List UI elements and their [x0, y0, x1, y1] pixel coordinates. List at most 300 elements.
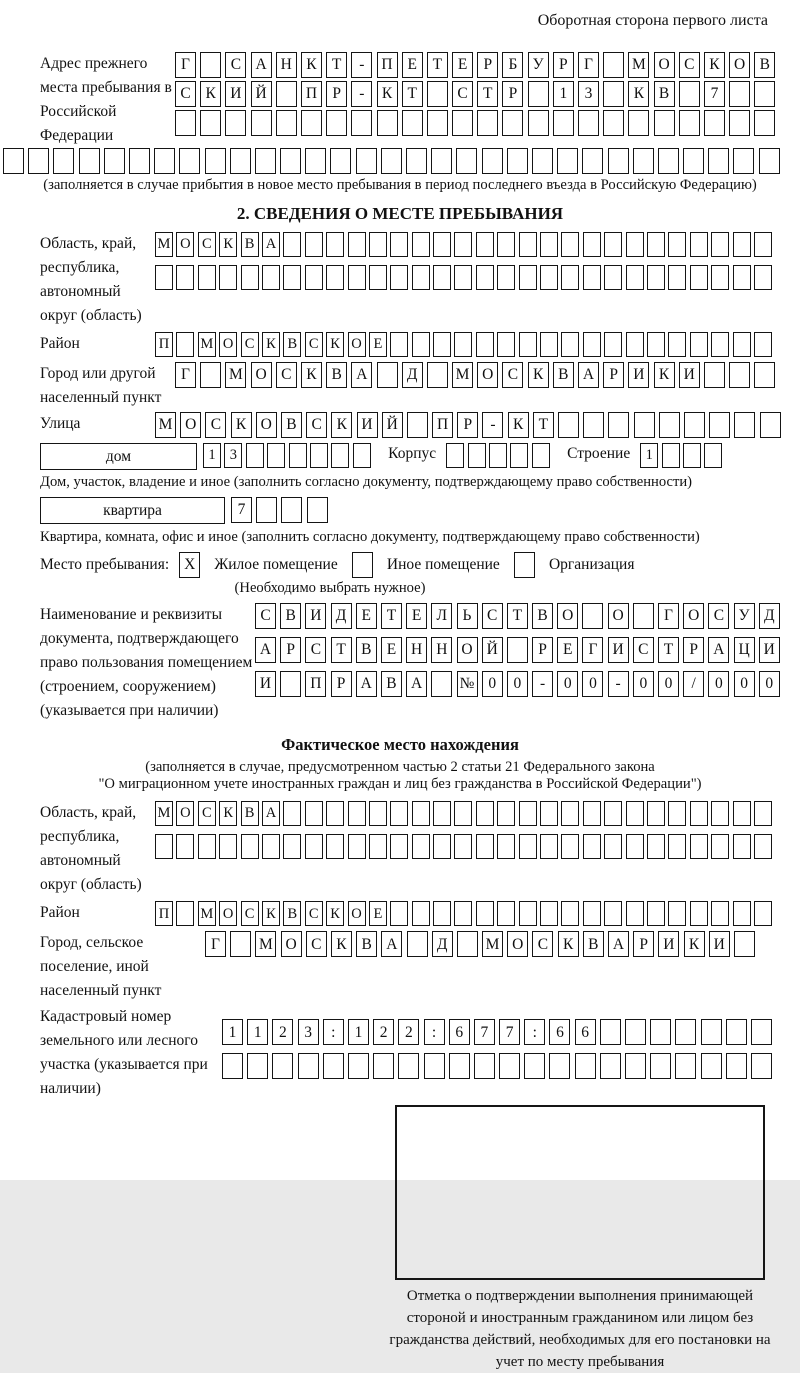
- char-box: [326, 801, 344, 826]
- char-box: [431, 671, 452, 697]
- char-box: М: [452, 362, 473, 388]
- char-box: О: [683, 603, 704, 629]
- char-box: [326, 834, 344, 859]
- char-box: :: [424, 1019, 445, 1045]
- char-box: [433, 232, 451, 257]
- char-box: [225, 110, 246, 136]
- char-box: К: [628, 81, 649, 107]
- char-box: [241, 265, 259, 290]
- char-box: В: [356, 931, 377, 957]
- char-box: [454, 265, 472, 290]
- char-box: [456, 148, 477, 174]
- char-box: [398, 1053, 419, 1079]
- char-box: Т: [658, 637, 679, 663]
- char-box: 0: [734, 671, 755, 697]
- char-box: [390, 901, 408, 926]
- char-box: [307, 497, 328, 523]
- char-box: [540, 834, 558, 859]
- char-box: [390, 232, 408, 257]
- char-box: [532, 148, 553, 174]
- char-box: [407, 931, 428, 957]
- mesto-checkbox-inoe: [352, 552, 377, 578]
- char-box: [519, 332, 537, 357]
- char-box: [654, 110, 675, 136]
- char-box: 7: [474, 1019, 495, 1045]
- char-box: [540, 265, 558, 290]
- char-box: Р: [683, 637, 704, 663]
- char-box: 1: [553, 81, 574, 107]
- char-box: [583, 332, 601, 357]
- char-box: О: [348, 901, 366, 926]
- char-box: [690, 901, 708, 926]
- char-box: [230, 148, 251, 174]
- char-box: В: [532, 603, 553, 629]
- char-box: И: [628, 362, 649, 388]
- char-box: В: [283, 332, 301, 357]
- mesto-option-org-label: Организация: [548, 556, 635, 574]
- char-box: [603, 81, 624, 107]
- char-box: [507, 637, 528, 663]
- char-box: [489, 443, 507, 468]
- char-box: Ь: [457, 603, 478, 629]
- char-box: [497, 834, 515, 859]
- char-box: В: [283, 901, 301, 926]
- char-box: О: [348, 332, 366, 357]
- char-box: [200, 52, 221, 78]
- char-box: [474, 1053, 495, 1079]
- char-box: [628, 110, 649, 136]
- char-box: [754, 901, 772, 926]
- char-box: В: [326, 362, 347, 388]
- prev-address-footnote: (заполняется в случае прибытия в новое место пребывания в период последнего въезда в Российскую Федерацию): [43, 177, 757, 194]
- char-box: [390, 834, 408, 859]
- fact-gorod-label: Город, сельское поселение, иной населенный пункт: [40, 934, 162, 1000]
- char-box: И: [679, 362, 700, 388]
- char-box: [708, 148, 729, 174]
- char-box: [412, 801, 430, 826]
- char-box: Е: [369, 332, 387, 357]
- char-box: [650, 1053, 671, 1079]
- char-box: [675, 1019, 696, 1045]
- char-box: [734, 931, 755, 957]
- char-box: -: [482, 412, 503, 438]
- char-box: 2: [373, 1019, 394, 1045]
- char-box: В: [381, 671, 402, 697]
- char-box: 0: [507, 671, 528, 697]
- char-box: -: [608, 671, 629, 697]
- char-box: [476, 834, 494, 859]
- char-box: [540, 332, 558, 357]
- mesto-option-zhiloe-label: Жилое помещение: [214, 556, 338, 574]
- char-box: [289, 443, 307, 468]
- page-side-note: Оборотная сторона первого листа: [537, 12, 768, 29]
- char-box: 1: [348, 1019, 369, 1045]
- char-box: [711, 232, 729, 257]
- char-box: П: [432, 412, 453, 438]
- char-box: [582, 148, 603, 174]
- char-box: [262, 265, 280, 290]
- char-box: Р: [532, 637, 553, 663]
- char-box: К: [262, 332, 280, 357]
- char-box: [326, 110, 347, 136]
- char-box: [754, 834, 772, 859]
- char-box: [283, 834, 301, 859]
- char-box: С: [452, 81, 473, 107]
- ulitsa-label: Улица: [40, 415, 81, 433]
- char-box: 3: [224, 443, 242, 468]
- char-box: [298, 1053, 319, 1079]
- char-box: [433, 801, 451, 826]
- char-box: Л: [431, 603, 452, 629]
- char-box: [373, 1053, 394, 1079]
- char-box: К: [200, 81, 221, 107]
- char-box: [431, 148, 452, 174]
- char-box: [79, 148, 100, 174]
- char-box: [729, 81, 750, 107]
- char-box: [305, 148, 326, 174]
- char-box: [283, 801, 301, 826]
- char-box: [502, 110, 523, 136]
- char-box: [626, 901, 644, 926]
- char-box: [711, 901, 729, 926]
- char-box: П: [155, 332, 173, 357]
- char-box: К: [262, 901, 280, 926]
- char-box: М: [482, 931, 503, 957]
- char-box: [647, 901, 665, 926]
- char-box: [734, 412, 755, 438]
- char-box: [348, 801, 366, 826]
- char-box: [690, 801, 708, 826]
- char-box: [528, 81, 549, 107]
- char-box: [733, 834, 751, 859]
- char-box: [633, 148, 654, 174]
- char-box: [524, 1053, 545, 1079]
- char-box: [608, 148, 629, 174]
- char-box: [519, 232, 537, 257]
- dom-note: Дом, участок, владение и иное (заполнить согласно документу, подтверждающему право собственности): [40, 474, 693, 491]
- char-box: [28, 148, 49, 174]
- char-box: В: [583, 931, 604, 957]
- char-box: [647, 232, 665, 257]
- mesto-row: [0, 552, 800, 578]
- char-box: [348, 232, 366, 257]
- char-box: [179, 148, 200, 174]
- char-box: [381, 148, 402, 174]
- char-box: Д: [759, 603, 780, 629]
- char-box: [668, 265, 686, 290]
- char-box: С: [305, 901, 323, 926]
- char-box: [276, 81, 297, 107]
- char-box: М: [198, 332, 216, 357]
- char-box: 0: [759, 671, 780, 697]
- char-box: [684, 412, 705, 438]
- char-box: У: [528, 52, 549, 78]
- char-box: О: [654, 52, 675, 78]
- fact-gorod-row: [205, 931, 759, 957]
- char-box: [510, 443, 528, 468]
- char-box: К: [508, 412, 529, 438]
- char-box: [283, 232, 301, 257]
- char-box: [626, 801, 644, 826]
- korpus-row: [446, 443, 553, 468]
- char-box: [155, 265, 173, 290]
- char-box: [604, 834, 622, 859]
- section2-block: [0, 232, 800, 723]
- char-box: 0: [633, 671, 654, 697]
- char-box: [348, 265, 366, 290]
- char-box: С: [502, 362, 523, 388]
- raion-row: [155, 332, 775, 357]
- char-box: В: [241, 232, 259, 257]
- char-box: М: [255, 931, 276, 957]
- char-box: [540, 901, 558, 926]
- char-box: [729, 110, 750, 136]
- document-row-2: [255, 637, 784, 663]
- char-box: В: [754, 52, 775, 78]
- char-box: К: [219, 232, 237, 257]
- char-box: Р: [603, 362, 624, 388]
- char-box: [604, 265, 622, 290]
- char-box: [561, 834, 579, 859]
- char-box: [427, 81, 448, 107]
- char-box: А: [381, 931, 402, 957]
- char-box: Р: [331, 671, 352, 697]
- char-box: 0: [658, 671, 679, 697]
- char-box: [690, 834, 708, 859]
- char-box: К: [528, 362, 549, 388]
- char-box: [532, 443, 550, 468]
- char-box: [476, 265, 494, 290]
- char-box: -: [532, 671, 553, 697]
- char-box: [683, 148, 704, 174]
- char-box: [754, 362, 775, 388]
- char-box: 0: [582, 671, 603, 697]
- char-box: №: [457, 671, 478, 697]
- prev-address-row-3: [175, 110, 780, 136]
- char-box: 1: [247, 1019, 268, 1045]
- char-box: [449, 1053, 470, 1079]
- char-box: 7: [499, 1019, 520, 1045]
- char-box: [754, 801, 772, 826]
- char-box: [561, 332, 579, 357]
- char-box: [549, 1053, 570, 1079]
- char-box: Е: [402, 52, 423, 78]
- char-box: Р: [457, 412, 478, 438]
- dom-number-row: [203, 443, 374, 468]
- char-box: В: [280, 603, 301, 629]
- char-box: [733, 265, 751, 290]
- char-box: П: [155, 901, 173, 926]
- char-box: [369, 834, 387, 859]
- char-box: X: [179, 552, 200, 578]
- char-box: П: [301, 81, 322, 107]
- char-box: Б: [502, 52, 523, 78]
- char-box: [176, 901, 194, 926]
- char-box: А: [262, 232, 280, 257]
- char-box: [433, 834, 451, 859]
- char-box: С: [175, 81, 196, 107]
- char-box: С: [306, 412, 327, 438]
- char-box: :: [524, 1019, 545, 1045]
- char-box: [557, 148, 578, 174]
- char-box: М: [225, 362, 246, 388]
- char-box: [679, 81, 700, 107]
- char-box: С: [225, 52, 246, 78]
- char-box: Й: [251, 81, 272, 107]
- char-box: [647, 265, 665, 290]
- char-box: [412, 232, 430, 257]
- char-box: Т: [402, 81, 423, 107]
- char-box: [507, 148, 528, 174]
- char-box: Е: [406, 603, 427, 629]
- dom-line: [0, 443, 800, 471]
- char-box: К: [377, 81, 398, 107]
- char-box: [583, 834, 601, 859]
- char-box: [424, 1053, 445, 1079]
- stamp-box: [395, 1105, 765, 1280]
- char-box: В: [654, 81, 675, 107]
- char-box: [668, 332, 686, 357]
- char-box: 2: [272, 1019, 293, 1045]
- char-box: [690, 232, 708, 257]
- char-box: [176, 265, 194, 290]
- char-box: [305, 265, 323, 290]
- char-box: С: [205, 412, 226, 438]
- char-box: 6: [549, 1019, 570, 1045]
- fact-oblast-row-2: [155, 834, 775, 859]
- char-box: [331, 443, 349, 468]
- char-box: [154, 148, 175, 174]
- char-box: Р: [326, 81, 347, 107]
- char-box: [251, 110, 272, 136]
- char-box: А: [351, 362, 372, 388]
- char-box: Д: [402, 362, 423, 388]
- char-box: [754, 81, 775, 107]
- char-box: [310, 443, 328, 468]
- char-box: О: [251, 362, 272, 388]
- char-box: [433, 901, 451, 926]
- char-box: [477, 110, 498, 136]
- char-box: [427, 110, 448, 136]
- char-box: [326, 232, 344, 257]
- char-box: [412, 901, 430, 926]
- char-box: 3: [578, 81, 599, 107]
- char-box: Р: [502, 81, 523, 107]
- char-box: [575, 1053, 596, 1079]
- char-box: [155, 834, 173, 859]
- char-box: [561, 901, 579, 926]
- char-box: С: [633, 637, 654, 663]
- char-box: Т: [331, 637, 352, 663]
- kadastr-row-2: [222, 1053, 776, 1079]
- char-box: [519, 834, 537, 859]
- char-box: С: [255, 603, 276, 629]
- char-box: [690, 265, 708, 290]
- char-box: [626, 232, 644, 257]
- char-box: О: [477, 362, 498, 388]
- char-box: [377, 362, 398, 388]
- char-box: [348, 1053, 369, 1079]
- char-box: Г: [175, 52, 196, 78]
- char-box: К: [326, 901, 344, 926]
- gorod-row: [175, 362, 780, 388]
- char-box: С: [679, 52, 700, 78]
- char-box: [647, 801, 665, 826]
- char-box: [662, 443, 680, 468]
- char-box: М: [155, 801, 173, 826]
- char-box: [751, 1019, 772, 1045]
- char-box: [578, 110, 599, 136]
- char-box: И: [658, 931, 679, 957]
- char-box: [454, 834, 472, 859]
- char-box: [176, 332, 194, 357]
- char-box: А: [578, 362, 599, 388]
- char-box: [280, 148, 301, 174]
- char-box: [476, 901, 494, 926]
- section2-title: 2. СВЕДЕНИЯ О МЕСТЕ ПРЕБЫВАНИЯ: [236, 204, 564, 224]
- char-box: [200, 362, 221, 388]
- char-box: М: [198, 901, 216, 926]
- char-box: [246, 443, 264, 468]
- char-box: И: [225, 81, 246, 107]
- char-box: [353, 443, 371, 468]
- char-box: [412, 834, 430, 859]
- char-box: [219, 265, 237, 290]
- char-box: К: [331, 931, 352, 957]
- char-box: [256, 497, 277, 523]
- char-box: Е: [452, 52, 473, 78]
- char-box: [659, 412, 680, 438]
- char-box: [540, 801, 558, 826]
- char-box: [754, 332, 772, 357]
- char-box: Е: [557, 637, 578, 663]
- char-box: -: [351, 52, 372, 78]
- char-box: [690, 332, 708, 357]
- char-box: О: [256, 412, 277, 438]
- char-box: [412, 265, 430, 290]
- char-box: О: [457, 637, 478, 663]
- kvartira-line: [0, 497, 800, 526]
- char-box: [668, 901, 686, 926]
- char-box: [377, 110, 398, 136]
- char-box: Д: [331, 603, 352, 629]
- char-box: С: [306, 931, 327, 957]
- char-box: [600, 1019, 621, 1045]
- char-box: [283, 265, 301, 290]
- document-block: [0, 603, 800, 723]
- stamp-caption: Отметка о подтверждении выполнения принимающей стороной и иностранным гражданином или лицом без гражданства действий, необходимых для его постановки на учет по месту пребывания: [389, 1288, 771, 1370]
- char-box: 1: [203, 443, 221, 468]
- char-box: [323, 1053, 344, 1079]
- char-box: С: [305, 332, 323, 357]
- char-box: [583, 901, 601, 926]
- char-box: К: [684, 931, 705, 957]
- char-box: И: [357, 412, 378, 438]
- char-box: А: [251, 52, 272, 78]
- gorod-label: Город или другой населенный пункт: [40, 365, 162, 407]
- char-box: [634, 412, 655, 438]
- mesto-option-inoe-label: Иное помещение: [386, 556, 500, 574]
- char-box: [433, 265, 451, 290]
- char-box: [104, 148, 125, 174]
- char-box: [222, 1053, 243, 1079]
- char-box: 6: [449, 1019, 470, 1045]
- char-box: [468, 443, 486, 468]
- mesto-checkbox-org: [514, 552, 539, 578]
- char-box: [658, 148, 679, 174]
- char-box: [604, 332, 622, 357]
- char-box: П: [305, 671, 326, 697]
